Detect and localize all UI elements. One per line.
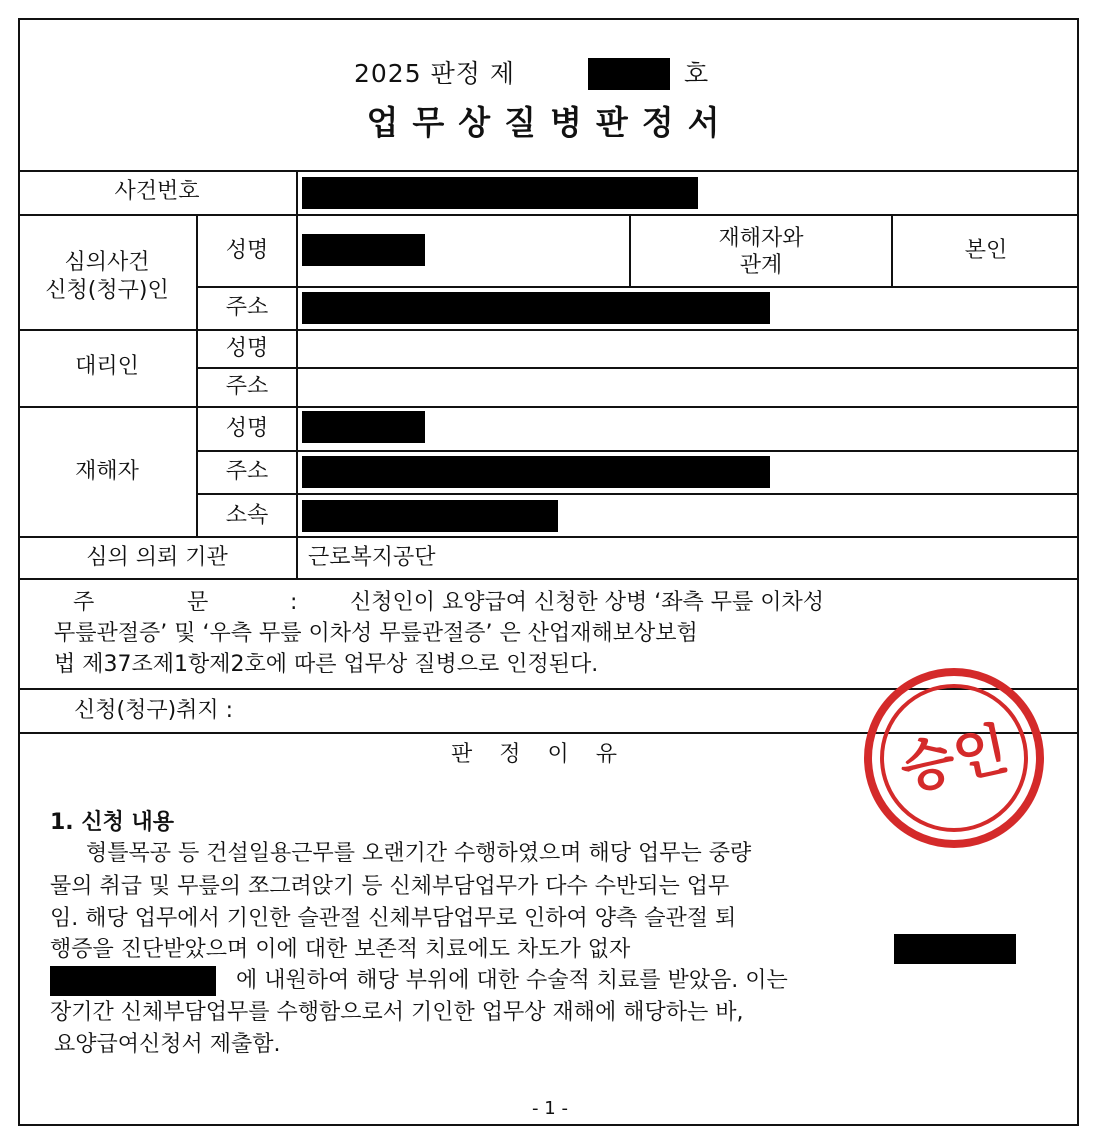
redacted-document-number [588,58,670,90]
reasons-line4: 행증을 진단받았으며 이에 대한 보존적 치료에도 차도가 없자 [50,937,631,962]
document-number-suffix: 호 [684,59,710,88]
redacted-hospital-name-part2 [50,966,216,996]
rule-victim-name-bottom [198,450,1079,452]
rule-victim-address-bottom [198,493,1079,495]
document-title: 업무상질병판정서 [366,103,734,142]
rule-victim-bottom [18,536,1079,538]
rule-header-bottom [18,170,1079,172]
rule-case-bottom [18,214,1079,216]
applicant-group-label-line1: 심의사건 [64,250,150,275]
institution-value: 근로복지공단 [308,545,436,570]
institution-label: 심의 의뢰 기관 [86,545,228,570]
rule-agent-name-bottom [198,367,1079,369]
agent-address-label: 주소 [225,374,269,399]
ruling-line1: 신청인이 요양급여 신청한 상병 ‘좌측 무릎 이차성 [350,590,824,615]
rule-applicant-name-bottom [198,286,1079,288]
redacted-case-number [302,177,698,209]
rule-institution-bottom [18,578,1079,580]
reasons-title: 판 정 이 유 [451,742,627,767]
rule-label-column [296,170,298,578]
redacted-applicant-name [302,234,425,266]
redacted-victim-address [302,456,770,488]
stamp-text: 승인 [894,716,1014,803]
ruling-label-char2: 문 [187,590,209,615]
redacted-victim-affiliation [302,500,558,532]
redacted-hospital-name-part1 [894,934,1016,964]
applicant-group-label-line2: 신청(청구)인 [45,278,169,303]
applicant-address-label: 주소 [225,295,269,320]
reasons-line5: 에 내원하여 해당 부위에 대한 수술적 치료를 받았음. 이는 [236,968,788,993]
victim-affiliation-label: 소속 [225,503,269,528]
victim-name-label: 성명 [225,416,269,441]
ruling-line2: 무릎관절증’ 및 ‘우측 무릎 이차성 무릎관절증’ 은 산업재해보상보험 [54,621,698,646]
victim-address-label: 주소 [225,459,269,484]
ruling-label-char1: 주 [73,590,95,615]
reasons-line3: 임. 해당 업무에서 기인한 슬관절 신체부담업무로 인하여 양측 슬관절 퇴 [50,906,737,931]
redacted-victim-name [302,411,425,443]
redacted-applicant-address [302,292,770,324]
relation-value: 본인 [964,238,1008,263]
relation-label-line1: 재해자와 [718,226,804,251]
applicant-name-label: 성명 [225,238,269,263]
ruling-colon: : [290,590,298,615]
approval-stamp [862,666,1046,850]
rule-agent-bottom [18,406,1079,408]
reasons-line7: 요양급여신청서 제출함. [54,1032,281,1057]
agent-group-label: 대리인 [75,354,139,379]
reasons-line6: 장기간 신체부담업무를 수행함으로서 기인한 업무상 재해에 해당하는 바, [50,1000,744,1025]
rule-applicant-bottom [18,329,1079,331]
victim-group-label: 재해자 [75,459,139,484]
document-number-prefix: 2025 판정 제 [354,59,515,88]
reasons-line2: 물의 취급 및 무릎의 쪼그려앉기 등 신체부담업무가 다수 수반되는 업무 [50,874,730,899]
agent-name-label: 성명 [225,336,269,361]
reasons-line1: 형틀목공 등 건설일용근무를 오랜기간 수행하였으며 해당 업무는 중량 [86,841,752,866]
rule-group-column [196,214,198,536]
relation-label-line2: 관계 [739,253,783,278]
approval-stamp-graphic [862,666,1046,850]
ruling-line3: 법 제37조제1항제2호에 따른 업무상 질병으로 인정된다. [54,652,599,677]
claim-label: 신청(청구)취지 : [74,698,234,723]
section1-title: 1. 신청 내용 [50,810,174,835]
case-number-label: 사건번호 [114,179,200,204]
page-number: - 1 - [532,1098,568,1119]
